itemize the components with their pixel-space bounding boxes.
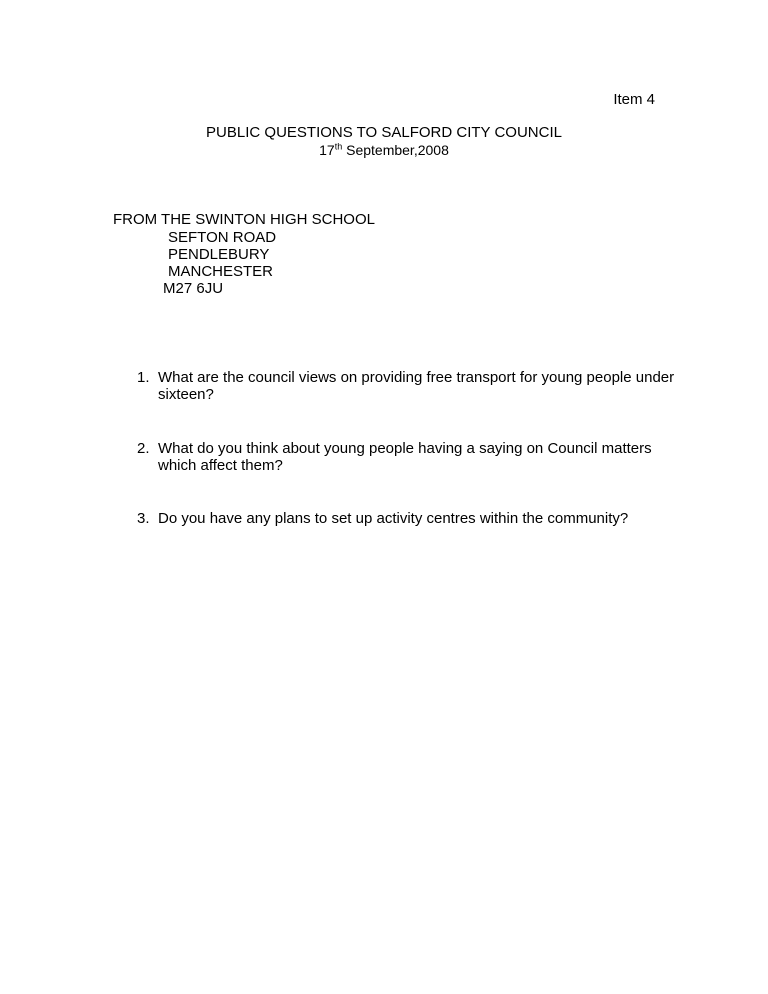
date-suffix: th <box>334 141 343 152</box>
question-item <box>137 440 697 474</box>
question-text: What are the council views on providing free transport for young people under sixteen? <box>158 369 675 403</box>
from-line: FROM THE SWINTON HIGH SCHOOL <box>113 211 375 228</box>
question-text: What do you think about young people having a saying on Council matters which affect them? <box>158 440 652 474</box>
question-number: 3. <box>137 510 150 527</box>
address-line: PENDLEBURY <box>168 246 270 263</box>
date-day: 17 <box>319 142 335 158</box>
date-month-year: September,2008 <box>342 142 449 158</box>
question-item <box>137 369 697 403</box>
meeting-date <box>0 142 768 159</box>
address-line: MANCHESTER <box>168 263 274 280</box>
item-reference: Item 4 <box>613 91 655 108</box>
question-text: Do you have any plans to set up activity centres within the community? <box>158 510 629 527</box>
question-item <box>137 510 697 527</box>
question-number: 2. <box>137 440 150 457</box>
question-number: 1. <box>137 369 150 386</box>
address-line: SEFTON ROAD <box>168 229 277 246</box>
document-title: PUBLIC QUESTIONS TO SALFORD CITY COUNCIL <box>206 124 562 141</box>
postcode: M27 6JU <box>163 280 224 297</box>
